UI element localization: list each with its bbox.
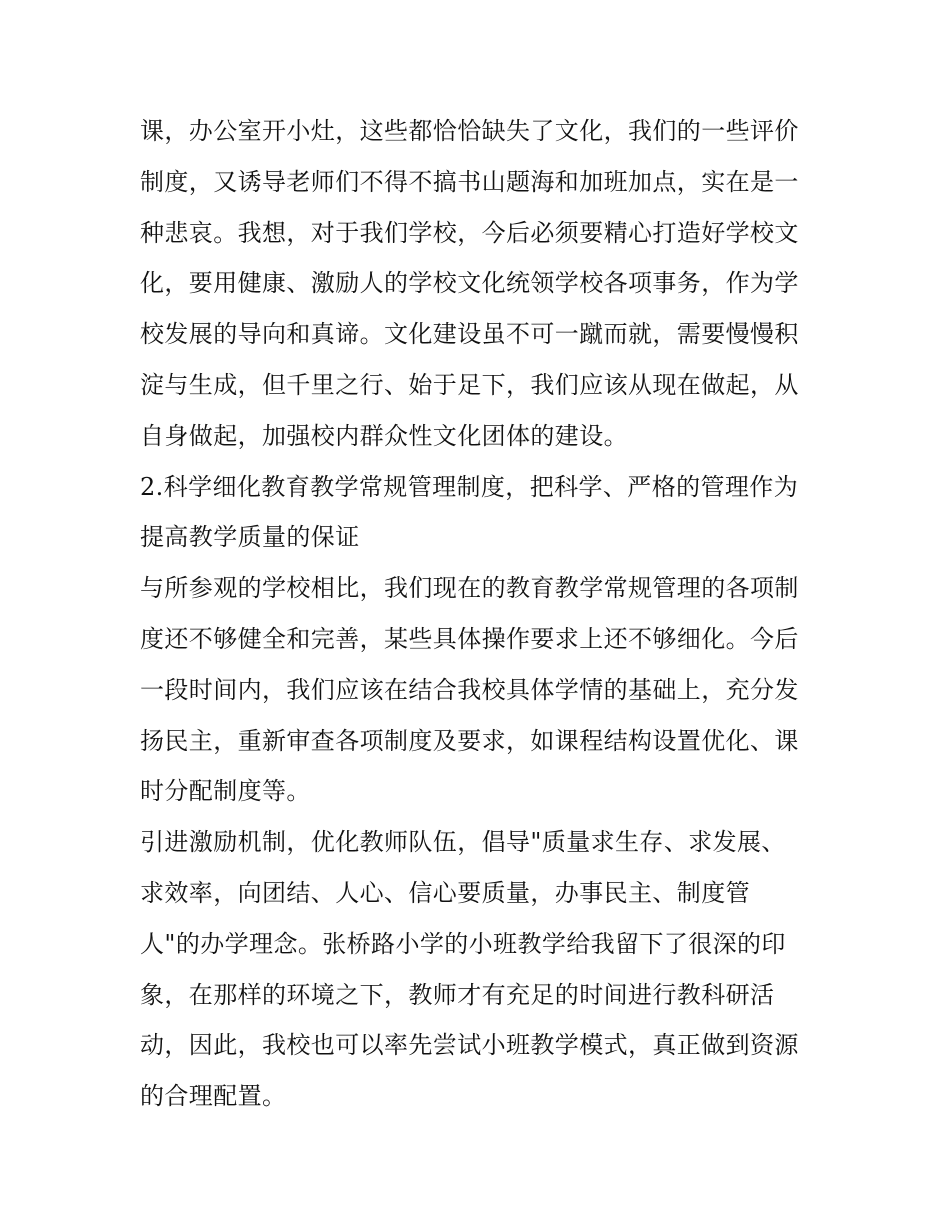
text-line: 种悲哀。我想，对于我们学校，今后必须要精心打造好学校文 [140, 218, 799, 247]
text-line: 一段时间内，我们应该在结合我校具体学情的基础上，充分发 [140, 675, 799, 704]
text-line: 的合理配置。 [140, 1082, 287, 1111]
paragraph-incentive [140, 817, 812, 1122]
text-line: 课，办公室开小灶，这些都恰恰缺失了文化，我们的一些评价 [140, 117, 799, 145]
text-line: 引进激励机制，优化教师队伍，倡导"质量求生存、求发展、 [140, 828, 786, 857]
text-line: 淀与生成，但千里之行、始于足下，我们应该从现在做起，从 [140, 370, 799, 399]
document-body [140, 106, 812, 1122]
text-line: 动，因此，我校也可以率先尝试小班教学模式，真正做到资源 [140, 1031, 799, 1060]
text-line: 度还不够健全和完善，某些具体操作要求上还不够细化。今后 [140, 624, 799, 653]
heading-line: 提高教学质量的保证 [140, 523, 360, 552]
paragraph-culture [140, 106, 812, 462]
text-line: 校发展的导向和真谛。文化建设虽不可一蹴而就，需要慢慢积 [140, 320, 799, 349]
text-line: 求效率，向团结、人心、信心要质量，办事民主、制度管 [140, 878, 750, 907]
text-line: 扬民主，重新审查各项制度及要求，如课程结构设置优化、课 [140, 726, 799, 755]
text-line: 化，要用健康、激励人的学校文化统领学校各项事务，作为学 [140, 269, 799, 298]
text-line: 与所参观的学校相比，我们现在的教育教学常规管理的各项制 [140, 574, 799, 603]
paragraph-management [140, 563, 812, 817]
text-line: 制度，又诱导老师们不得不搞书山题海和加班加点，实在是一 [140, 167, 799, 196]
text-line: 象，在那样的环境之下，教师才有充足的时间进行教科研活 [140, 980, 775, 1009]
text-line: 自身做起，加强校内群众性文化团体的建设。 [140, 421, 628, 450]
heading-line: 2.科学细化教育教学常规管理制度，把科学、严格的管理作为 [140, 472, 799, 501]
text-line: 时分配制度等。 [140, 777, 311, 806]
text-line: 人"的办学理念。张桥路小学的小班教学给我留下了很深的印 [140, 929, 786, 958]
section-heading-2 [140, 462, 812, 564]
